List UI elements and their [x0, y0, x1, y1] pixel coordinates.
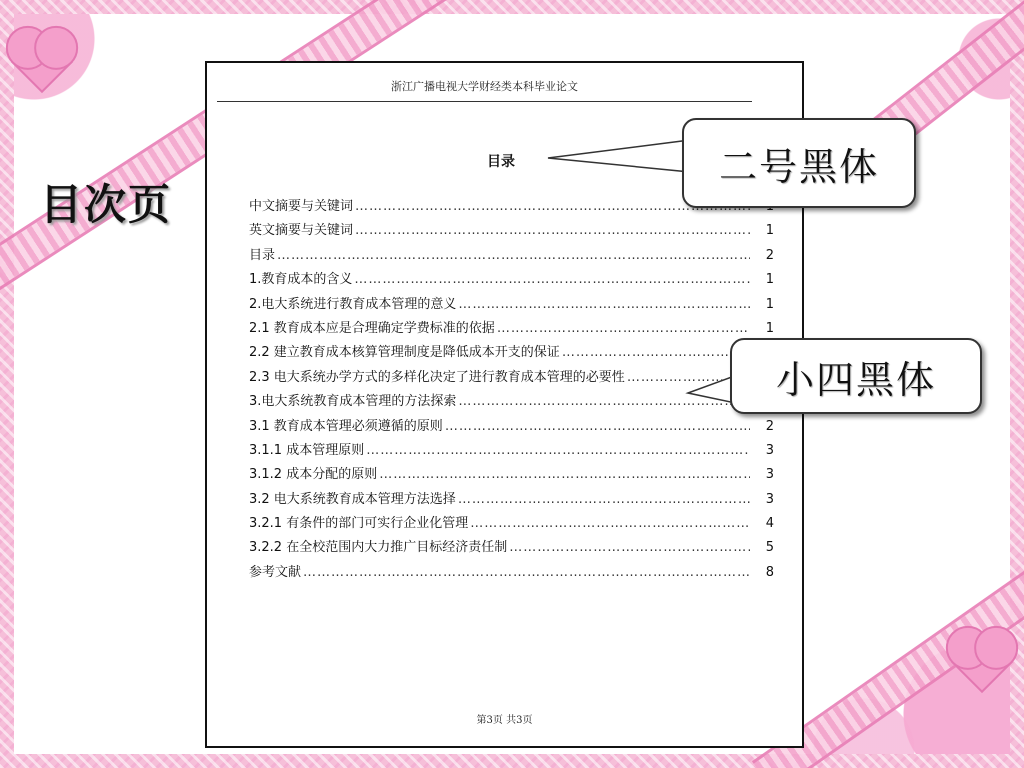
toc-entry-page: 3 — [765, 442, 774, 458]
toc-entry-page: 1 — [765, 223, 774, 239]
toc-entry-page: 1 — [765, 320, 774, 336]
toc-entry — [249, 561, 774, 585]
toc-leader-dots — [562, 345, 750, 360]
toc-entry-page: 1 — [765, 296, 774, 312]
callout-body-font: 小四黑体 — [730, 338, 982, 414]
toc-leader-dots — [366, 443, 750, 458]
toc-leader-dots — [458, 492, 750, 507]
toc-entry-text: 目录 — [249, 247, 276, 263]
toc-entry — [249, 268, 774, 292]
toc-entry — [249, 463, 774, 487]
toc-entry-text: 3.2 电大系统教育成本管理方法选择 — [249, 491, 456, 507]
toc-entry — [249, 415, 774, 439]
toc-entry-page: 2 — [765, 418, 774, 434]
toc-entry — [249, 439, 774, 463]
toc-entry-text: 中文摘要与关键词 — [249, 199, 354, 214]
toc-entry-text: 3.1.1 成本管理原则 — [249, 442, 365, 458]
toc-entry-text: 3.2.1 有条件的部门可实行企业化管理 — [249, 516, 469, 532]
toc-entry — [249, 512, 774, 536]
toc-entry — [249, 390, 774, 414]
toc-entry-page: 5 — [765, 540, 774, 556]
document-footer: 第3页 共3页 — [476, 715, 533, 726]
toc-entry — [249, 488, 774, 512]
toc-leader-dots — [509, 540, 750, 555]
toc-title: 目录 — [487, 154, 515, 170]
toc-entry-text: 参考文献 — [249, 564, 302, 580]
toc-entry-text: 3.2.2 在全校范围内大力推广目标经济责任制 — [249, 540, 508, 556]
toc-entry-page: 1 — [765, 272, 774, 288]
toc-entry-text: 英文摘要与关键词 — [249, 223, 354, 239]
toc-leader-dots — [355, 223, 750, 238]
toc-entry-text: 2.1 教育成本应是合理确定学费标准的依据 — [249, 320, 495, 336]
toc-leader-dots — [470, 516, 750, 531]
toc-entry-text: 2.电大系统进行教育成本管理的意义 — [249, 296, 457, 312]
toc-entry-text: 3.1.2 成本分配的原则 — [249, 467, 378, 483]
toc-entry — [249, 293, 774, 317]
toc-entry-text: 1.教育成本的含义 — [249, 272, 353, 288]
toc-leader-dots — [303, 565, 750, 580]
toc-list — [249, 195, 774, 585]
toc-leader-dots — [458, 297, 750, 312]
toc-leader-dots — [354, 272, 750, 287]
toc-entry — [249, 219, 774, 243]
toc-entry — [249, 244, 774, 268]
toc-leader-dots — [277, 248, 750, 263]
toc-leader-dots — [379, 467, 750, 482]
toc-entry-page: 3 — [765, 467, 774, 483]
toc-leader-dots — [458, 394, 750, 409]
toc-leader-dots — [497, 321, 750, 336]
toc-entry-text: 3.电大系统教育成本管理的方法探索 — [249, 394, 457, 410]
toc-leader-dots — [445, 419, 750, 434]
toc-entry-page: 3 — [765, 491, 774, 507]
toc-entry-page: 2 — [765, 247, 774, 263]
toc-entry — [249, 366, 774, 390]
toc-entry-page: 4 — [765, 516, 774, 532]
toc-entry-page: 8 — [765, 564, 774, 580]
toc-entry — [249, 536, 774, 560]
toc-entry-text: 2.2 建立教育成本核算管理制度是降低成本开支的保证 — [249, 345, 560, 361]
toc-entry-text: 2.3 电大系统办学方式的多样化决定了进行教育成本管理的必要性 — [249, 369, 625, 385]
toc-entry-text: 3.1 教育成本管理必须遵循的原则 — [249, 418, 443, 434]
slide-side-title: 目次页 — [40, 180, 173, 229]
toc-entry — [249, 317, 774, 341]
document-header: 浙江广播电视大学财经类本科毕业论文 — [217, 73, 752, 102]
toc-entry — [249, 341, 774, 365]
callout-title-font: 二号黑体 — [682, 118, 916, 208]
